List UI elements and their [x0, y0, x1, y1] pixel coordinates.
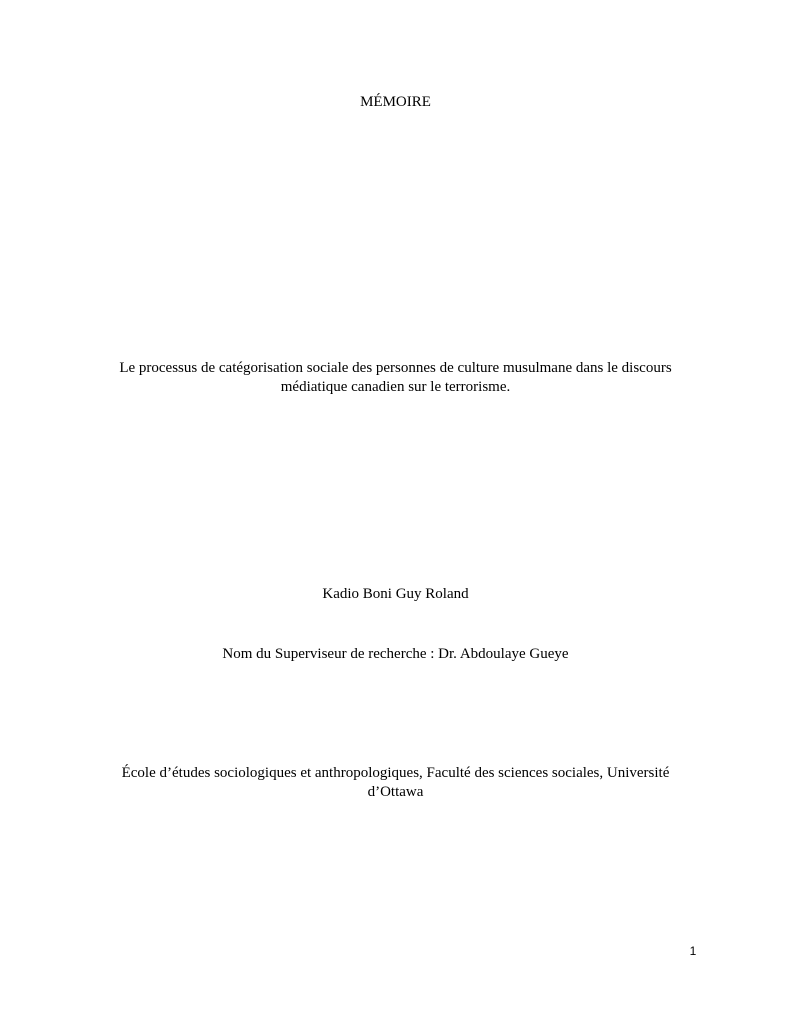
- institution: [0, 764, 791, 802]
- page-number: 1: [689, 944, 697, 958]
- institution-line-2: d’Ottawa: [367, 784, 424, 800]
- author-name: Kadio Boni Guy Roland: [322, 586, 469, 602]
- thesis-title-line-2: médiatique canadien sur le terrorisme.: [280, 379, 511, 395]
- thesis-title: [0, 359, 791, 397]
- thesis-title-line-1: Le processus de catégorisation sociale des personnes de culture musulmane dans le discours: [119, 360, 672, 376]
- document-type-heading: MÉMOIRE: [360, 94, 431, 110]
- institution-line-1: École d’études sociologiques et anthropologiques, Faculté des sciences sociales, Université: [121, 765, 670, 781]
- supervisor-name: Nom du Superviseur de recherche : Dr. Abdoulaye Gueye: [222, 646, 569, 662]
